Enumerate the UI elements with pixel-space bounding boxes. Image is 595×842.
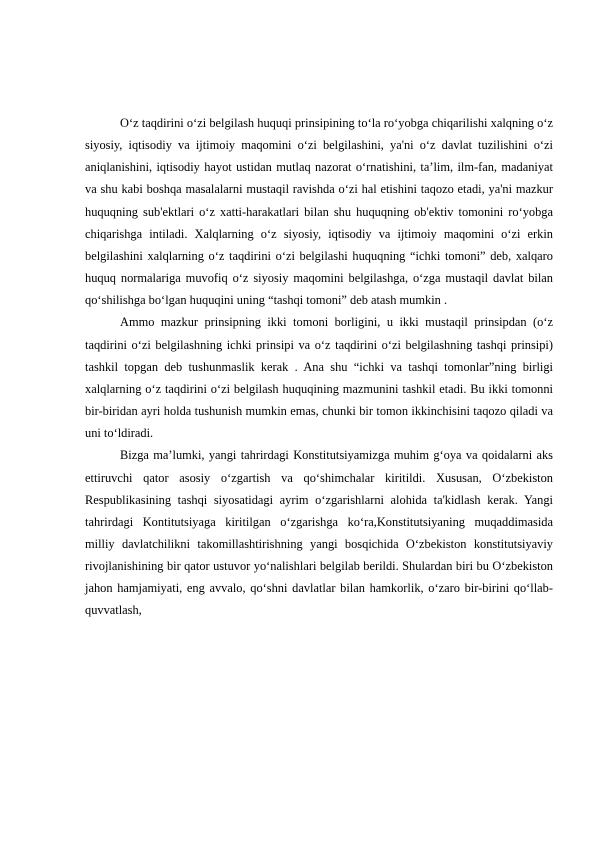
paragraph-2: Ammo mazkur prinsipning ikki tomoni borligini, u ikki mustaqil prinsipdan (o‘z taqdirini o‘zi belgilashning ichki prinsipi va o‘z taqdirini o‘zi belgilashning tashqi prinsipi) tashkil topgan deb tushunmaslik kerak . Ana shu “ichki va tashqi tomonlar”ning birligi xalqlarning o‘z taqdirini o‘zi belgilash huquqining mazmunini tashkil etadi. Bu ikki tomonni bir-biridan ayri holda tushunish mumkin emas, chunki bir tomon ikkinchisini taqozo qiladi va uni to‘ldiradi. — [85, 315, 553, 441]
body-text — [85, 112, 553, 622]
paragraph-3: Bizga ma’lumki, yangi tahrirdagi Konstitutsiyamizga muhim g‘oya va qoidalarni aks ettiruvchi qator asosiy o‘zgartish va qo‘shimchalar kiritildi. Xususan, O‘zbekiston Respublikasining tashqi siyosatidagi ayrim o‘zgarishlarni alohida ta'kidlash kerak. Yangi tahrirdagi Kontitutsiyaga kiritilgan o‘zgarishga ko‘ra,Konstitutsiyaning muqaddimasida milliy davlatchilikni takomillashtirishning yangi bosqichida O‘zbekiston konstitutsiyaviy rivojlanishining bir qator ustuvor yo‘nalishlari belgilab berildi. Shulardan biri bu O‘zbekiston jahon hamjamiyati, eng avvalo, qo‘shni davlatlar bilan hamkorlik, o‘zaro bir-birini qo‘llab-quvvatlash, — [85, 448, 553, 618]
paragraph-1: O‘z taqdirini o‘zi belgilash huquqi prinsipining to‘la ro‘yobga chiqarilishi xalqning o‘z siyosiy, iqtisodiy va ijtimoiy maqomini o‘zi belgilashini, ya'ni o‘z davlat tuzilishini o‘zi aniqlanishini, iqtisodiy hayot ustidan mutlaq nazorat o‘rnatishini, ta’lim, ilm-fan, madaniyat va shu kabi boshqa masalalarni mustaqil ravishda o‘zi hal etishini taqozo etadi, ya'ni mazkur huquqning sub'ektlari o‘z xatti-harakatlari bilan shu huquqning ob'ektiv tomonini ro‘yobga chiqarishga intiladi. Xalqlarning o‘z siyosiy, iqtisodiy va ijtimoiy maqomini o‘zi erkin belgilashini xalqlarning o‘z taqdirini o‘zi belgilashi huquqning “ichki tomoni” deb, xalqaro huquq normalariga muvofiq o‘z siyosiy maqomini belgilashga, o‘zga mustaqil davlat bilan qo‘shilishga bo‘lgan huquqini uning “tashqi tomoni” deb atash mumkin . — [85, 116, 553, 308]
